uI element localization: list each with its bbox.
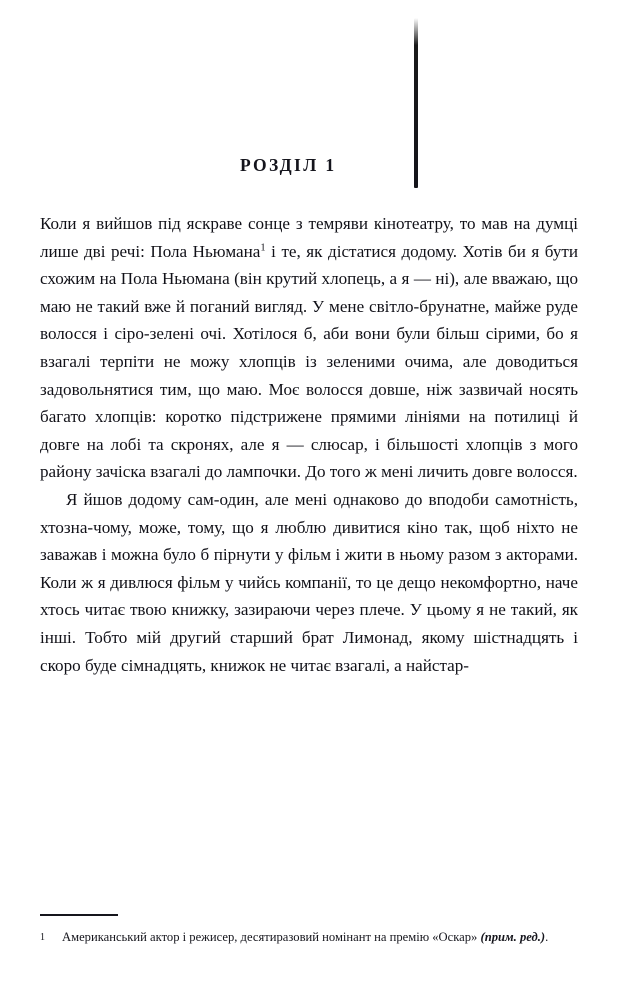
footnote-area xyxy=(40,914,578,948)
paragraph-1: Коли я вийшов під яскраве сонце з темряви кінотеатру, то мав на думці лише дві речі: Пола Ньюмана$^1$ і те, як дістатися додому. Хотів би я бути схожим на Пола Ньюмана (він крутий хлопець, а я — ні), але вважаю, що маю не такий вже й поганий вигляд. У мене світло-брунатне, майже руде волосся і сіро-зелені очі. Хотілося б, аби вони були більш сірими, бо я взагалі терпіти не можу хлопців із зеленими очима, але доводиться задовольнятися тим, що маю. Моє волосся довше, ніж зазвичай носять багато хлопців: коротко підстрижене прямими лініями на потилиці й довге на лобі та скронях, але я — слюсар, і більшості хлопців з мого району зачіска взагалі до лампочки. До того ж мені личить довге волосся. xyxy=(40,214,578,482)
footnote-editor-note: (прим. ред.) xyxy=(480,930,546,944)
footnote-tail: . xyxy=(545,930,549,944)
footnote-text xyxy=(62,927,578,948)
chapter-title: РОЗДІЛ 1 xyxy=(240,155,337,175)
footnote-separator-rule xyxy=(40,914,118,916)
footnote-reference: 1 xyxy=(260,241,266,253)
footnote-number: 1 xyxy=(40,932,45,943)
chapter-header xyxy=(40,0,578,205)
paragraph-2: Я йшов додому сам-один, але мені однаково до вподоби самотність, хтозна-чому, може, тому, що я люблю дивитися кіно так, щоб ніхто не заважав і можна було б пірнути у фільм і жити в ньому разом з акторами. Коли ж я дивлюся фільм у чийсь компанії, то це дещо некомфортно, наче хтось читає твою книжку, зазираючи через плече. У цьому я не такий, як інші. Тобто мій другий старший брат Лимонад, якому шістнадцять і скоро буде сімнадцять, книжок не читає взагалі, а найстар- xyxy=(40,489,578,675)
chapter-vertical-rule-decoration xyxy=(414,18,418,188)
body-text xyxy=(40,210,578,679)
footnote xyxy=(40,927,578,948)
footnote-body: Американський актор і режисер, десятиразовий номінант на премію «Оскар» xyxy=(62,930,481,944)
